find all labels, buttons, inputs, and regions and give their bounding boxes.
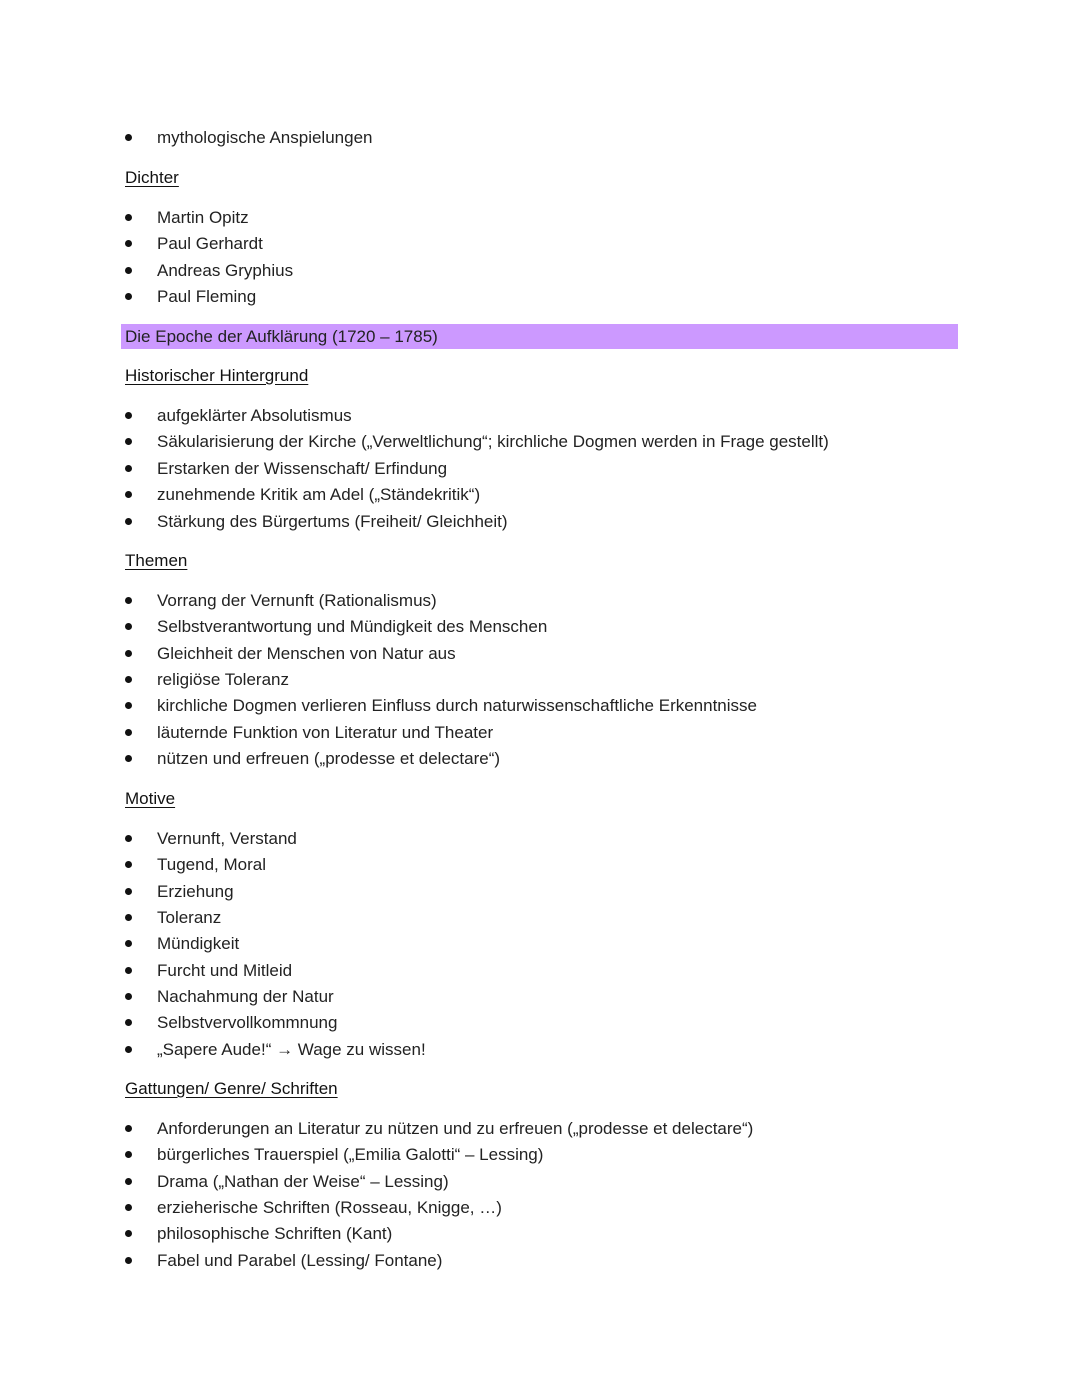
bullet-icon (125, 993, 132, 1000)
bullet-icon (125, 623, 132, 630)
bullet-icon (125, 491, 132, 498)
list-item: erzieherische Schriften (Rosseau, Knigge, …) (125, 1195, 1005, 1221)
bullet-icon (125, 650, 132, 657)
bullet-icon (125, 438, 132, 445)
section-heading-motive: Motive (125, 789, 176, 808)
list-item: mythologische Anspielungen (125, 125, 1005, 151)
list-item: Selbstverantwortung und Mündigkeit des Menschen (125, 614, 1005, 640)
epoch-title: Die Epoche der Aufklärung (1720 – 1785) (125, 327, 438, 346)
section-heading-dichter: Dichter (125, 168, 179, 187)
list-item: Säkularisierung der Kirche („Verweltlichung“; kirchliche Dogmen werden in Frage gestellt) (125, 429, 1005, 455)
bullet-icon (125, 465, 132, 472)
bullet-icon (125, 888, 132, 895)
bullet-icon (125, 835, 132, 842)
bullet-icon (125, 914, 132, 921)
list-item: Martin Opitz (125, 205, 1005, 231)
list-item: Erstarken der Wissenschaft/ Erfindung (125, 456, 1005, 482)
bullet-icon (125, 1151, 132, 1158)
section-heading-themen: Themen (125, 551, 188, 570)
bullet-icon (125, 1019, 132, 1026)
epoch-title-banner (121, 324, 958, 349)
bullet-icon (125, 293, 132, 300)
list-item: Mündigkeit (125, 931, 1005, 957)
list-item: „Sapere Aude!“ → Wage zu wissen! (125, 1037, 1005, 1063)
list-item: Gleichheit der Menschen von Natur aus (125, 641, 1005, 667)
list-item: kirchliche Dogmen verlieren Einfluss durch naturwissenschaftliche Erkenntnisse (125, 693, 1005, 719)
bullet-icon (125, 214, 132, 221)
list-item: Stärkung des Bürgertums (Freiheit/ Gleichheit) (125, 509, 1005, 535)
list-item: Vorrang der Vernunft (Rationalismus) (125, 588, 1005, 614)
list-item: Tugend, Moral (125, 852, 1005, 878)
bullet-icon (125, 597, 132, 604)
section-heading-hintergrund: Historischer Hintergrund (125, 366, 309, 385)
list-item: zunehmende Kritik am Adel („Ständekritik“) (125, 482, 1005, 508)
bullet-icon (125, 134, 132, 141)
list-item: Paul Gerhardt (125, 231, 1005, 257)
list-item: bürgerliches Trauerspiel („Emilia Galotti“ – Lessing) (125, 1142, 1005, 1168)
list-item: Erziehung (125, 879, 1005, 905)
bullet-icon (125, 755, 132, 762)
bullet-icon (125, 940, 132, 947)
list-item: Vernunft, Verstand (125, 826, 1005, 852)
list-item: Andreas Gryphius (125, 258, 1005, 284)
list-item: Furcht und Mitleid (125, 958, 1005, 984)
list-item: Anforderungen an Literatur zu nützen und zu erfreuen („prodesse et delectare“) (125, 1116, 1005, 1142)
list-item: Toleranz (125, 905, 1005, 931)
list-item: läuternde Funktion von Literatur und Theater (125, 720, 1005, 746)
list-item: aufgeklärter Absolutismus (125, 403, 1005, 429)
bullet-icon (125, 1257, 132, 1264)
bullet-icon (125, 1178, 132, 1185)
list-item: Paul Fleming (125, 284, 1005, 310)
bullet-icon (125, 967, 132, 974)
bullet-icon (125, 1046, 132, 1053)
bullet-icon (125, 518, 132, 525)
list-item: philosophische Schriften (Kant) (125, 1221, 1005, 1247)
list-item: Drama („Nathan der Weise“ – Lessing) (125, 1169, 1005, 1195)
bullet-icon (125, 702, 132, 709)
bullet-icon (125, 676, 132, 683)
bullet-icon (125, 729, 132, 736)
list-item: Fabel und Parabel (Lessing/ Fontane) (125, 1248, 1005, 1274)
bullet-icon (125, 267, 132, 274)
bullet-icon (125, 1125, 132, 1132)
list-item: religiöse Toleranz (125, 667, 1005, 693)
bullet-icon (125, 861, 132, 868)
list-item: Nachahmung der Natur (125, 984, 1005, 1010)
bullet-icon (125, 412, 132, 419)
list-item: nützen und erfreuen („prodesse et delectare“) (125, 746, 1005, 772)
bullet-icon (125, 1204, 132, 1211)
bullet-icon (125, 1230, 132, 1237)
list-item: Selbstvervollkommnung (125, 1010, 1005, 1036)
section-heading-gattungen: Gattungen/ Genre/ Schriften (125, 1079, 338, 1098)
bullet-icon (125, 240, 132, 247)
